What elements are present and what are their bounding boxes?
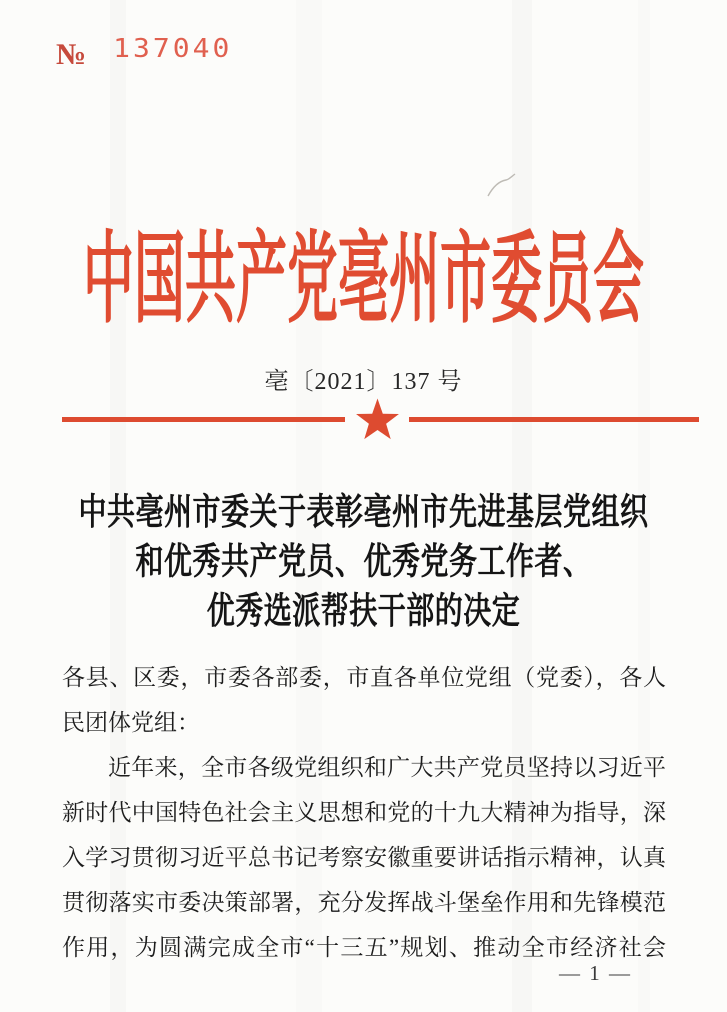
document-title-line: 优秀选派帮扶干部的决定: [206, 591, 521, 632]
red-divider: [62, 396, 699, 442]
body-line: 新时代中国特色社会主义思想和党的十九大精神为指导，深: [62, 800, 666, 825]
document-title: [0, 489, 727, 637]
divider-line-right: [409, 417, 699, 422]
serial-number: 137040: [113, 33, 233, 64]
document-title-line: 和优秀共产党员、优秀党务工作者、: [135, 542, 592, 583]
body-line: 民团体党组：: [62, 710, 200, 735]
body-line: 近年来，全市各级党组织和广大共产党员坚持以习近平: [108, 755, 666, 780]
document-reference-number: 亳〔2021〕137 号: [264, 369, 463, 395]
red-star-icon: [354, 397, 401, 442]
divider-line-left: [62, 417, 345, 422]
document-body: [62, 655, 666, 970]
body-line: 各县、区委，市委各部委，市直各单位党组（党委），各人: [62, 665, 666, 690]
star-box: [345, 397, 409, 442]
numero-symbol: №: [56, 38, 87, 71]
body-line: 作用，为圆满完成全市“十三五”规划、推动全市经济社会: [62, 935, 666, 960]
body-line: 入学习贯彻习近平总书记考察安徽重要讲话指示精神，认真: [62, 845, 666, 870]
issuing-organization-title: 中国共产党亳州市委员会: [82, 227, 644, 337]
document-title-line: 中共亳州市委关于表彰亳州市先进基层党组织: [78, 492, 649, 534]
document-serial-stamp: [56, 33, 233, 71]
pencil-mark-artifact: [486, 172, 518, 200]
body-line: 贯彻落实市委决策部署，充分发挥战斗堡垒作用和先锋模范: [62, 890, 666, 915]
letterhead: [0, 198, 727, 337]
page-number: — 1 —: [559, 961, 632, 985]
